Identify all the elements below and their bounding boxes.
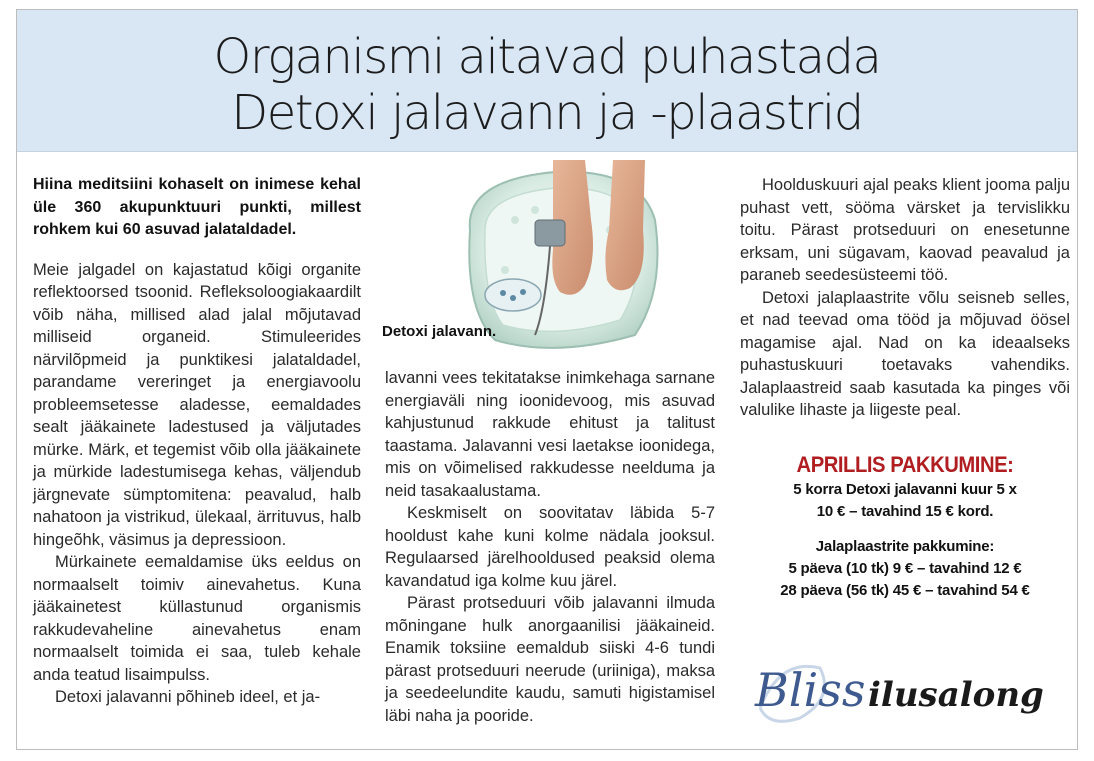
- body-paragraph: Detoxi jalaplaastrite võlu seisneb selles, et nad teevad oma tööd ja mõjuvad öösel magamise ajal. Nad on ka ideaalseks puhastuskuuri toetavaks vahendiks. Jalaplaastreid saab kasutada ka pinges või valulike lihaste ja liigeste peal.: [740, 288, 1070, 419]
- lead-paragraph: Hiina meditsiini kohaselt on inimese kehal üle 360 akupunktuuri punkti, millest rohkem kui 60 asuvad jalataldadel.: [33, 176, 361, 238]
- body-paragraph: Meie jalgadel on kajastatud kõigi organite reflektoorsed tsoonid. Refleksoloogiakaardilt võib näha, millised alad jalal mõjutavad milliseid organeid. Stimuleerides närvilõpmeid ja punktikesi jalataldadel, parandame vereringet ja energiavoolu probleemsetesse aladesse, eemaldades sealt jääkainete ladestused ja väljutades mürke. Märk, et tegemist võib olla jääkainete ja mürkide ladestumisega kehas, väljendub järgnevate sümptomitena: peavalud, halb nahatoon ja vistrikud, ülekaal, ärrituvus, halb hingeõhk, väsimus ja depressioon.: [33, 260, 361, 549]
- headline-banner: [17, 10, 1077, 152]
- body-paragraph: Detoxi jalavanni põhineb ideel, et ja-: [55, 688, 321, 706]
- column-2: [385, 367, 715, 727]
- offer-line: 5 päeva (10 tk) 9 € – tavahind 12 €: [788, 560, 1022, 577]
- body-paragraph: Keskmiselt on soovitatav läbida 5-7 hooldust kahe kuni kolme nädala jooksul. Regulaarsed järelhooldused peaksid olema kavandatud iga kolme kuu järel.: [385, 504, 715, 590]
- headline-line-1: Organismi aitavad puhastada: [213, 29, 881, 85]
- april-offer-box: [740, 451, 1070, 602]
- column-3: [740, 174, 1070, 422]
- offer-line: 28 päeva (56 tk) 45 € – tavahind 54 €: [780, 582, 1030, 599]
- offer-line: 10 € – tavahind 15 € kord.: [816, 503, 994, 520]
- bliss-salon-logo: [740, 638, 1070, 736]
- offer-title: APRILLIS PAKKUMINE:: [796, 452, 1014, 477]
- offer-line: 5 korra Detoxi jalavanni kuur 5 x: [793, 481, 1017, 498]
- offer-subtitle: Jalaplaastrite pakkumine:: [815, 538, 995, 555]
- body-paragraph: lavanni vees tekitatakse inimkehaga sarnane energiaväli ning ioonidevoog, mis asuvad kahjustunud rakkude ehitust ja talitust taastama. Jalavanni vesi laetakse ioonidega, mis on võimelised rakkudesse neelduma ja neid tasakaalustama.: [385, 369, 715, 500]
- logo-word: ilusalong: [868, 675, 1044, 715]
- body-paragraph: Hoolduskuuri ajal peaks klient jooma palju puhast vett, sööma värsket ja tervislikku toitu. Pärast protseduuri on enesetunne erksam, uni sügavam, kaovad peavalud ja paraneb seedesüsteemi töö.: [740, 176, 1070, 284]
- body-paragraph: Pärast protseduuri võib jalavanni ilmuda mõningane hulk anorgaanilisi jääkaineid. Enamik toksiine eemaldub siiski 4-6 tundi pärast protseduuri neerude (uriiniga), maksa ja seedeelundite kaudu, samuti higistamisel läbi naha ja pooride.: [385, 594, 715, 725]
- photo-caption: Detoxi jalavann.: [382, 323, 497, 340]
- column-1: [33, 174, 361, 709]
- headline-line-2: Detoxi jalavann ja -plaastrid: [231, 85, 863, 141]
- logo-script: Bliss: [755, 663, 866, 717]
- body-paragraph: Mürkainete eemaldamise üks eeldus on normaalselt toimiv ainevahetus. Kuna jääkainetest küllastunud organismis rakkudevaheline ainevahetus enam normaalselt toimida ei saa, tuleb kehale anda teatud lisaimpulss.: [33, 553, 361, 684]
